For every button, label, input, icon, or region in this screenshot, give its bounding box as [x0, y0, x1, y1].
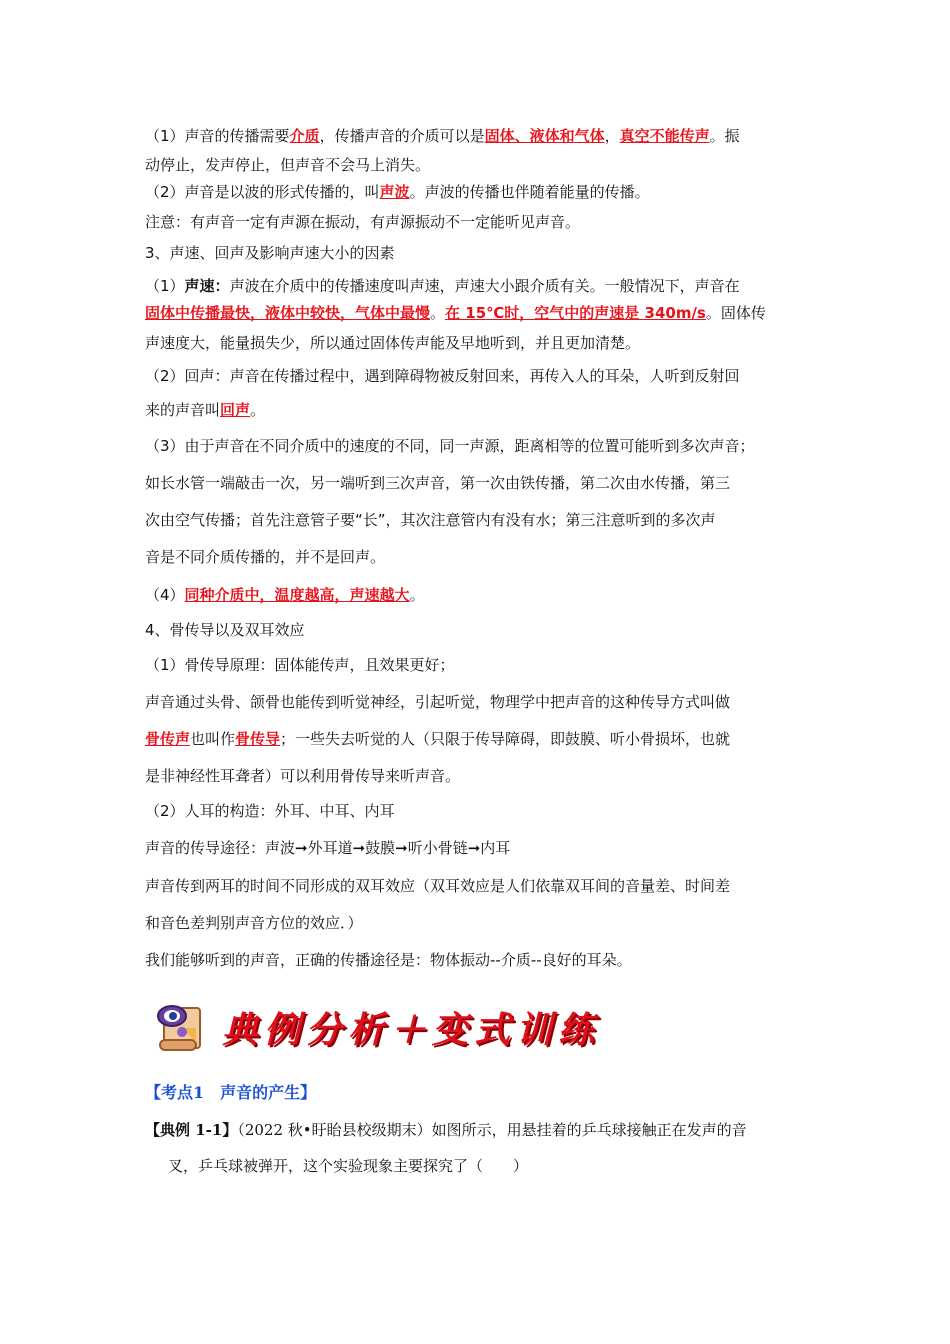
text-span: 。声波的传播也伴随着能量的传播。 [409, 183, 650, 201]
text-line: 声速度大，能量损失少，所以通过固体传声能及早地听到，并且更加清楚。 [145, 334, 641, 352]
example-line [145, 1120, 747, 1140]
section-banner [152, 990, 601, 1060]
text-line [145, 182, 650, 202]
text-span: 声波在介质中的传播速度叫声速，声速大小跟介质有关。一般情况下，声音在 [229, 277, 740, 295]
text-line: 声音通过头骨、颌骨也能传到听觉神经，引起听觉，物理学中把声音的这种传导方式叫做 [145, 693, 731, 711]
text-span: （1）声音的传播需要 [145, 127, 290, 145]
text-line: 动停止，发声停止，但声音不会马上消失。 [145, 156, 431, 174]
text-line: 注意：有声音一定有声源在振动，有声源振动不一定能听见声音。 [145, 213, 581, 231]
text-line [145, 276, 740, 296]
highlight-term: 声波 [379, 183, 410, 201]
text-line: 次由空气传播；首先注意管子要“长”，其次注意管内有没有水；第三注意听到的多次声 [145, 511, 716, 529]
text-line [145, 400, 265, 420]
text-line: 我们能够听到的声音，正确的传播途径是：物体振动--介质--良好的耳朵。 [145, 951, 632, 969]
text-span: 。 [430, 304, 446, 322]
text-span: （1） [145, 277, 185, 295]
text-span: 。 [409, 586, 425, 604]
text-span: （2）声音是以波的形式传播的，叫 [145, 183, 380, 201]
bold-term: 声速： [184, 277, 230, 295]
text-line: 声音的传导途径：声波➞外耳道➞鼓膜➞听小骨链➞内耳 [145, 839, 511, 857]
highlight-term: 真空不能传声 [619, 127, 710, 145]
text-span: ，传播声音的介质可以是 [319, 127, 485, 145]
text-span: 来的声音叫 [145, 401, 221, 419]
text-line: 如长水管一端敲击一次，另一端听到三次声音，第一次由铁传播，第二次由水传播，第三 [145, 474, 731, 492]
text-line [145, 126, 740, 146]
text-line: 声音传到两耳的时间不同形成的双耳效应（双耳效应是人们依靠双耳间的音量差、时间差 [145, 877, 731, 895]
text-line [145, 303, 766, 323]
highlight-term: 回声 [220, 401, 251, 419]
text-span: ， [604, 127, 620, 145]
text-line: （3）由于声音在不同介质中的速度的不同，同一声源，距离相等的位置可能听到多次声音； [145, 437, 755, 455]
text-span: 。振 [709, 127, 740, 145]
text-line [145, 729, 730, 749]
highlight-term: 骨传导 [235, 730, 281, 748]
text-span: （4） [145, 586, 185, 604]
text-span: 。 [250, 401, 266, 419]
section-heading: 3、声速、回声及影响声速大小的因素 [145, 244, 395, 262]
text-line: （2）人耳的构造：外耳、中耳、内耳 [145, 802, 395, 820]
highlight-term: 固体中传播最快，液体中较快，气体中最慢 [145, 304, 431, 322]
highlight-term: 同种介质中，温度越高，声速越大 [184, 586, 410, 604]
example-line: 叉，乒乓球被弹开，这个实验现象主要探究了（ ） [168, 1157, 529, 1175]
highlight-term: 骨传声 [145, 730, 191, 748]
highlight-term: 在 15℃时，空气中的声速是 340m/s [445, 304, 706, 322]
text-span: ；一些失去听觉的人（只限于传导障碍，即鼓膜、听小骨损坏，也就 [280, 730, 731, 748]
section-heading: 4、骨传导以及双耳效应 [145, 621, 305, 639]
text-line: 和音色差判别声音方位的效应．） [145, 914, 363, 932]
highlight-term: 固体、液体和气体 [484, 127, 605, 145]
highlight-term: 介质 [289, 127, 320, 145]
text-line: 音是不同介质传播的，并不是回声。 [145, 548, 386, 566]
section-title: 【考点1 声音的产生】 [145, 1083, 317, 1102]
text-line: 是非神经性耳聋者）可以利用骨传导来听声音。 [145, 767, 461, 785]
text-span: 也叫作 [190, 730, 236, 748]
example-text: （2022 秋•盱眙县校级期末）如图所示，用悬挂着的乒乓球接触正在发声的音 [237, 1121, 747, 1139]
banner-title: 典例分析＋变式训练 [222, 1009, 601, 1051]
text-line: （1）骨传导原理：固体能传声，且效果更好； [145, 656, 455, 674]
text-line [145, 585, 425, 605]
example-tag: 【典例 1-1】 [145, 1121, 238, 1139]
scroll-icon [152, 998, 208, 1054]
text-line: （2）回声：声音在传播过程中，遇到障碍物被反射回来，再传入人的耳朵，人听到反射回 [145, 367, 740, 385]
text-span: 。固体传 [705, 304, 766, 322]
